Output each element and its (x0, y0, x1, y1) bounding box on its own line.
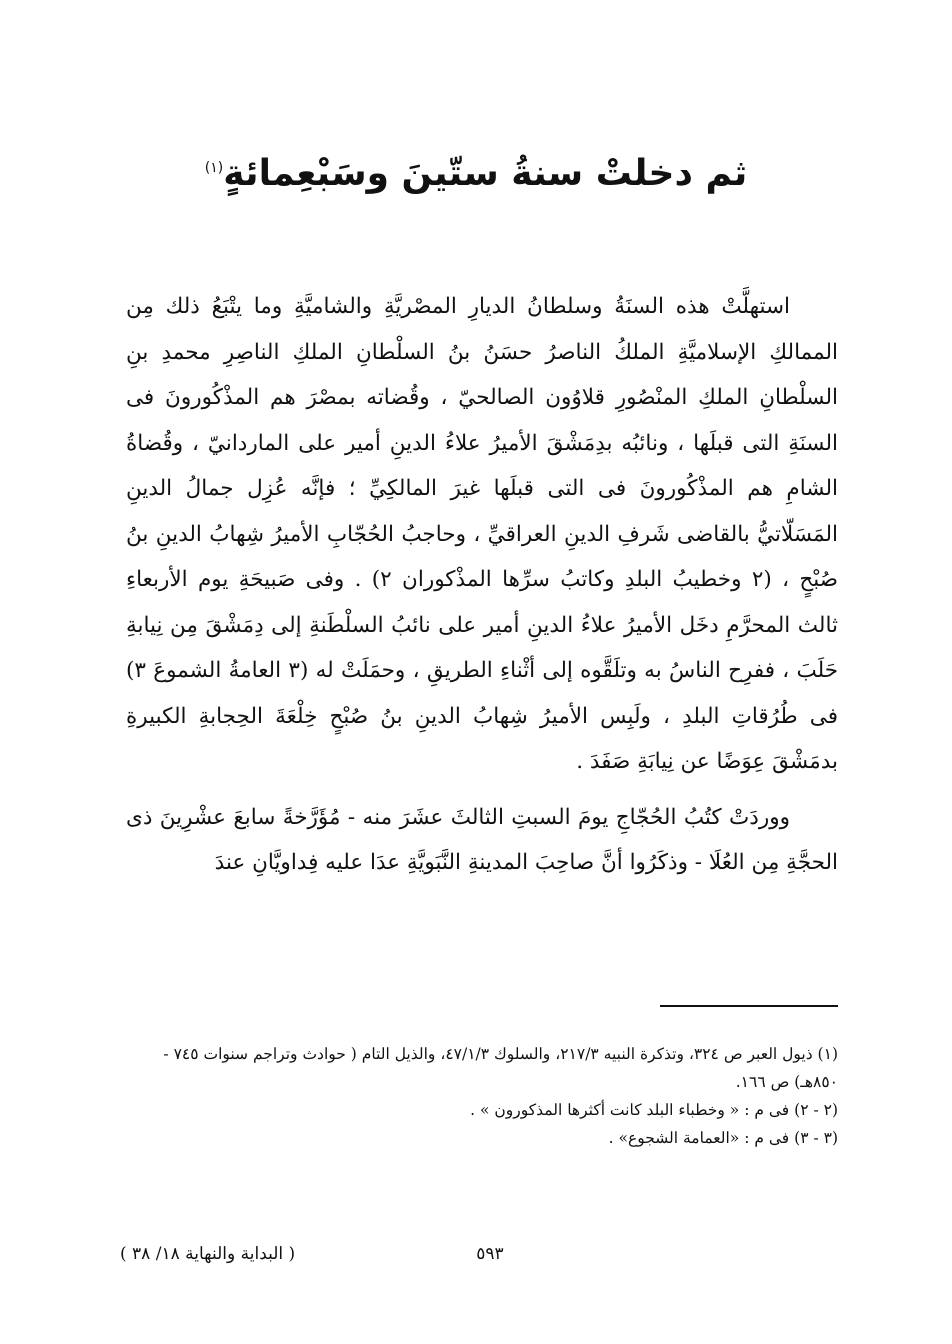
footnotes-list (126, 1040, 838, 1152)
footnote-item: (٢ - ٢) فى م : « وخطباء البلد كانت أكثرها المذكورون » . (470, 1101, 838, 1119)
chapter-title-text: ثم دخلتْ سنةُ ستّينَ وسَبْعِمائةٍ (223, 153, 748, 194)
page-number: ٥٩٣ (476, 1244, 504, 1264)
footnote-item: (١) ذيول العبر ص ٣٢٤، وتذكرة النبيه ٢١٧/٣، والسلوك ٤٧/١/٣، والذيل التام ( حوادث وتراجم سنوات ٧٤٥ - ٨٥٠هـ) ص ١٦٦. (163, 1045, 838, 1091)
chapter-title (120, 140, 832, 202)
paragraph: ووردَتْ كتُبُ الحُجّاجِ يومَ السبتِ الثالثَ عشَرَ منه - مُؤَرَّخةً سابعَ عشْرِينَ ذى الحجَّةِ مِن العُلَا - وذكَرُوا أنَّ صاحِبَ المدينةِ النَّبَويَّةِ عدَا عليه فِداويَّانِ عندَ (126, 804, 838, 875)
volume-reference: ( البداية والنهاية ١٨/ ٣٨ ) (120, 1244, 296, 1264)
footnote-divider (660, 1005, 838, 1007)
body-text (126, 284, 838, 886)
paragraph: استهلَّتْ هذه السنَةُ وسلطانُ الديارِ المصْريَّةِ والشاميَّةِ وما يتْبَعُ ذلك مِن الممالكِ الإسلاميَّةِ الملكُ الناصرُ حسَنُ بنُ السلْطانِ الملكِ الناصِرِ محمدِ بنِ السلْطانِ الملكِ المنْصُورِ قلاوُون الصالحيّ ، وقُضاته بمصْرَ هم المذْكُورونَ فى السنَةِ التى قبلَها ، ونائبُه بدِمَشْقَ الأميرُ علاءُ الدينِ أمير على الماردانيّ ، وقُضاةُ الشامِ هم المذْكُورونَ فى التى قبلَها غيرَ المالكِيِّ ؛ فإنَّه عُزِل جمالُ الدينِ المَسَلّاتيُّ بالقاضى شَرفِ الدينِ العراقيِّ ، وحاجبُ الحُجّابِ الأميرُ شِهابُ الدينِ بنُ صُبْحٍ ، (٢ وخطيبُ البلدِ وكاتبُ سرِّها المذْكوران ٢) . وفى صَبيحَةِ يوم الأربعاءِ ثالث المحرَّمِ دخَل الأميرُ علاءُ الدينِ أمير على نائبُ السلْطَنةِ إلى دِمَشْقَ مِن نِيابةِ حَلَبَ ، ففرِح الناسُ به وتلَقَّوه إلى أثْناءِ الطريقِ ، وحمَلَتْ له (٣ العامةُ الشموعَ ٣) فى طُرُقاتِ البلدِ ، ولَبِس الأميرُ شِهابُ الدينِ بنُ صُبْحٍ خِلْعَةَ الحِجابةِ الكبيرةِ بدمَشْقَ عِوَضًا عن نِيابَةِ صَفَدَ . (126, 294, 839, 774)
footnote-reference: (١) (204, 160, 224, 176)
footnote-item: (٣ - ٣) فى م : «العمامة الشجوع» . (608, 1129, 838, 1147)
